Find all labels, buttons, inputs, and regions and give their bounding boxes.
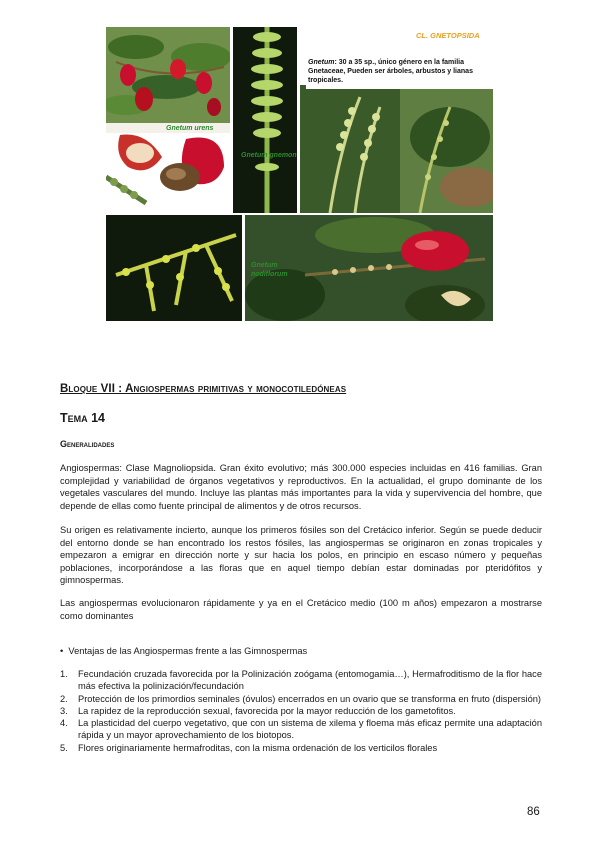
caption-genus: Gnetum — [308, 59, 335, 66]
list-item — [60, 668, 542, 693]
bullet-text: Ventajas de las Angiospermas frente a las Gimnospermas — [68, 646, 308, 656]
gnetum-photo-collage — [106, 27, 493, 321]
photo-gnetum-gnemon — [233, 27, 297, 213]
list-number: 5. — [60, 742, 68, 753]
list-number: 4. — [60, 718, 68, 729]
list-text: Flores originariamente hermafroditas, con la misma ordenación de los verticilos florales — [78, 742, 438, 753]
list-text: La rapidez de la reproducción sexual, favorecida por la mayor reducción de los gametofitos. — [78, 705, 456, 716]
label-gnetum-gnemon: Gnetum gnemon — [241, 152, 297, 159]
generalidades-heading: Generalidades — [60, 439, 115, 449]
class-label: CL. GNETOPSIDA — [416, 31, 480, 40]
list-text: Fecundación cruzada favorecida por la Polinización zoógama (entomogamia…), Hermafroditismo de la flor hace más efectiva la polinización/fecundación — [78, 669, 542, 692]
photo-gnetum-nodiflorum — [245, 215, 493, 321]
photo-gnetum-inflorescence — [106, 215, 242, 321]
list-number: 1. — [60, 669, 68, 679]
photo-gnetum-spikes — [300, 27, 493, 213]
list-item — [60, 717, 542, 742]
list-item — [60, 705, 542, 717]
paragraph-intro: Angiospermas: Clase Magnoliopsida. Gran éxito evolutivo; más 300.000 especies incluidas en 416 familias. Gran complejidad y variabilidad de órganos vegetativos y reproductivos. En la actualidad, el grupo dominante de los vegetales vasculares del mundo. Incluye las plantas más importantes para la vida y supervivencia del hombre, que depende de ellas como fuente principal de alimentos y de otros recursos. — [60, 463, 542, 511]
page-number: 86 — [527, 806, 540, 818]
genus-caption — [306, 57, 493, 89]
caption-text: : 30 a 35 sp., único género en la familia Gnetaceae, Pueden ser árboles, arbustos y lianas tropicales. — [308, 59, 473, 84]
tema-heading: Tema 14 — [60, 411, 106, 425]
list-text: Protección de los primordios seminales (óvulos) encerrados en un ovario que se transforma en fruto (dispersión) — [78, 693, 542, 704]
list-number: 3. — [60, 705, 68, 716]
label-gnetum-nodiflorum-2: nodiflorum — [251, 271, 288, 278]
list-item — [60, 742, 542, 754]
list-item — [60, 693, 542, 705]
list-text: La plasticidad del cuerpo vegetativo, que con un sistema de xilema y floema más eficaz permite una adaptación rápida y un mayor aprovechamiento de los biotopos. — [78, 718, 542, 741]
benefits-list — [60, 668, 542, 754]
paragraph-evolution: Las angiospermas evolucionaron rápidamente y ya en el Cretácico medio (100 m años) empezaron a mostrarse como dominantes — [60, 598, 542, 621]
list-number: 2. — [60, 693, 68, 704]
photo-gnetum-urens — [106, 27, 230, 213]
block-heading: Bloque VII : Angiospermas primitivas y monocotiledóneas — [60, 383, 347, 395]
bullet-item — [60, 646, 307, 656]
bullet-marker: • — [60, 646, 69, 656]
paragraph-origin: Su origen es relativamente incierto, aunque los primeros fósiles son del Cretácico inferior. Según se puede deducir del entorno donde se han encontrado los restos fósiles, las angiospermas se originaron en zonas tropicales y empezaron a emigrar en dirección norte y sur hacia los polos, en principio en escaso número y pequeñas poblaciones, incorporándose a las floras que en aquel tiempo debían estar dominadas por pteridófitos y gimnospermas. — [60, 525, 542, 586]
label-gnetum-urens: Gnetum urens — [166, 125, 214, 132]
label-gnetum-nodiflorum-1: Gnetum — [251, 262, 278, 269]
